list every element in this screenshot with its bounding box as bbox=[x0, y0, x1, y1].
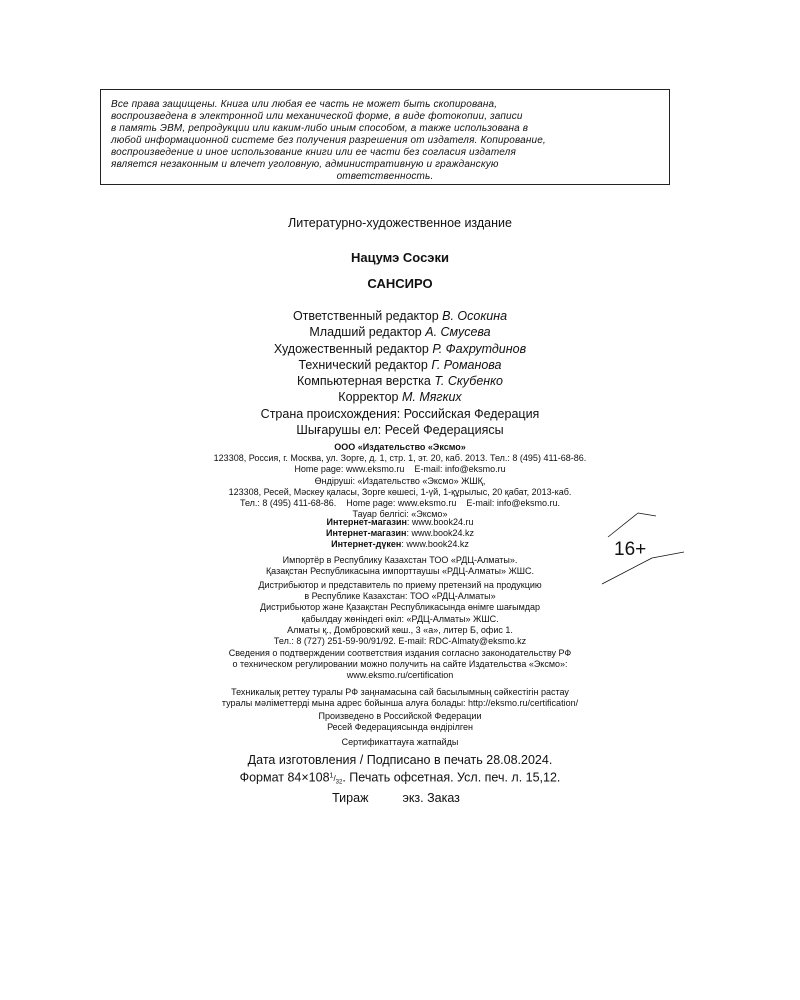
credit-role: Корректор bbox=[338, 390, 399, 405]
credit-name: А. Смусева bbox=[425, 325, 491, 340]
production-country bbox=[0, 711, 800, 733]
almaty-street: Алматы қ., Домбровский көш., 3 «а», литер Б, офис 1. bbox=[287, 625, 513, 635]
credit-name: В. Осокина bbox=[442, 309, 508, 323]
publisher-kz-contacts: Тел.: 8 (495) 411-68-86. Home page: www.eksmo.ru E-mail: info@eksmo.ru. bbox=[239, 498, 561, 509]
origin-kz: Шығарушы ел: Ресей Федерациясы bbox=[296, 422, 504, 437]
copyright-line: Все права защищены. Книга или любая ее часть не может быть скопирована, bbox=[111, 99, 498, 110]
format-fraction: $^1/_{32}$ bbox=[329, 772, 343, 786]
print-details bbox=[0, 753, 800, 807]
distributor-ru-1: Дистрибьютор и представитель по приему претензий на продукцию bbox=[258, 580, 542, 590]
age-rating-label: 16+ bbox=[614, 539, 647, 560]
publisher-kz-name: Өндіруші: «Издательство «Эксмо» ЖШҚ, bbox=[314, 475, 486, 486]
format-numerator: 1 bbox=[329, 772, 334, 780]
publisher-kz-address: 123308, Ресей, Мәскеу қаласы, Зорге көшесі, 1-үй, 1-құрылыс, 20 қабат, 2013-каб. bbox=[228, 486, 572, 497]
distributor-info bbox=[0, 580, 800, 625]
credit-row bbox=[0, 308, 800, 324]
shop-url: : www.book24.ru bbox=[406, 517, 474, 527]
certification-line: Сведения о подтверждении соответствия издания согласно законодательству РФ bbox=[228, 648, 572, 658]
certification-info bbox=[0, 648, 800, 682]
age-rating-badge bbox=[600, 512, 686, 586]
certification-url: www.eksmo.ru/certification bbox=[346, 670, 454, 681]
produced-ru: Произведено в Российской Федерации bbox=[318, 711, 482, 721]
almaty-contacts: Тел.: 8 (727) 251-59-90/91/92. E-mail: RDC-Almaty@eksmo.kz bbox=[273, 636, 527, 647]
publisher-name: ООО «Издательство «Эксмо» bbox=[334, 442, 466, 452]
tiraz-order: экз. Заказ bbox=[402, 791, 460, 806]
importer-ru: Импортёр в Республику Казахстан ТОО «РДЦ-Алматы». bbox=[282, 555, 518, 565]
tech-regulation-info bbox=[0, 687, 800, 709]
credit-row bbox=[0, 341, 800, 357]
importer-kz: Қазақстан Республикасына импорттаушы «РДЦ-Алматы» ЖШС. bbox=[265, 566, 535, 577]
credit-row bbox=[0, 389, 800, 405]
credit-role: Ответственный редактор bbox=[292, 309, 439, 323]
shop-label: Интернет-магазин bbox=[326, 517, 407, 527]
publisher-info bbox=[0, 442, 800, 520]
origin-ru: Страна происхождения: Российская Федерация bbox=[260, 407, 540, 421]
editorial-credits bbox=[0, 308, 800, 406]
publisher-web: Home page: www.eksmo.ru E-mail: info@eksmo.ru bbox=[294, 464, 506, 475]
credit-name: М. Мягких bbox=[401, 390, 462, 405]
format-prefix: Формат 84×108 bbox=[239, 770, 330, 785]
credit-role: Младший редактор bbox=[309, 325, 422, 340]
credit-role: Технический редактор bbox=[298, 357, 428, 372]
publisher-address: 123308, Россия, г. Москва, ул. Зорге, д. 1, стр. 1, эт. 20, каб. 2013. Тел.: 8 (495) 411-68-86. bbox=[213, 453, 587, 464]
print-dates: Дата изготовления / Подписано в печать 28.08.2024. bbox=[247, 753, 553, 767]
distributor-kz-2: қабылдау жөніндегі өкіл: «РДЦ-Алматы» ЖШС. bbox=[301, 613, 499, 624]
trademark: Тауар белгісі: «Эксмо» bbox=[352, 509, 448, 520]
certification-line: о техническом регулировании можно получить на сайте Издательства «Эксмо»: bbox=[232, 659, 568, 670]
distributor-ru-2: в Республике Казахстан: ТОО «РДЦ-Алматы» bbox=[304, 591, 496, 602]
book-title: САНСИРО bbox=[367, 276, 433, 291]
credit-role: Художественный редактор bbox=[273, 341, 429, 356]
shop-label: Интернет-магазин bbox=[326, 528, 407, 539]
copyright-notice bbox=[100, 89, 670, 185]
tech-regulation-line: туралы мәліметтерді мына адрес бойынша алуға болады: http://eksmo.ru/certification/ bbox=[221, 698, 579, 709]
tech-regulation-line: Техникалық реттеу туралы РФ заңнамасына сай басылымның сәйкестігін растау bbox=[231, 687, 569, 697]
shop-url: : www.book24.kz bbox=[406, 528, 474, 539]
country-of-origin bbox=[0, 407, 800, 438]
copyright-line: любой информационной системе без получения разрешения от издателя. Копирование, bbox=[111, 135, 546, 146]
credit-name: Р. Фахрутдинов bbox=[432, 341, 527, 356]
shop-url: : www.book24.kz bbox=[401, 539, 469, 550]
copyright-line: воспроизведена в электронной или механической форме, в виде фотокопии, записи bbox=[111, 111, 523, 122]
distributor-kz-1: Дистрибьютор және Қазақстан Республикасында өнімге шағымдар bbox=[259, 602, 541, 613]
format-suffix: . Печать офсетная. Усл. печ. л. 15,12. bbox=[342, 770, 561, 785]
print-format bbox=[0, 769, 800, 792]
shop-label: Интернет-дүкен bbox=[331, 539, 402, 550]
credit-row bbox=[0, 373, 800, 389]
certification-exempt: Сертификаттауға жатпайды bbox=[341, 737, 459, 747]
copyright-line: является незаконным и влечет уголовную, административную и гражданскую bbox=[111, 159, 499, 170]
credit-role: Компьютерная верстка bbox=[297, 374, 431, 389]
credit-name: Т. Скубенко bbox=[434, 374, 503, 389]
author-name: Нацумэ Сосэки bbox=[351, 250, 449, 265]
almaty-address bbox=[0, 625, 800, 647]
credit-name: Г. Романова bbox=[431, 357, 502, 372]
tiraz-label: Тираж bbox=[332, 791, 369, 806]
credit-row bbox=[0, 324, 800, 340]
copyright-line: воспроизведение и иное использование книги или ее части без согласия издателя bbox=[111, 147, 516, 158]
produced-kz: Ресей Федерациясында өндірілген bbox=[327, 722, 473, 733]
print-run bbox=[0, 791, 800, 807]
copyright-line: ответственность. bbox=[336, 171, 434, 182]
genre-label: Литературно-художественное издание bbox=[288, 216, 512, 230]
copyright-line: в память ЭВМ, репродукции или каким-либо иным способом, а также использована в bbox=[111, 123, 529, 134]
format-denominator: 32 bbox=[335, 779, 343, 786]
credit-row bbox=[0, 357, 800, 373]
